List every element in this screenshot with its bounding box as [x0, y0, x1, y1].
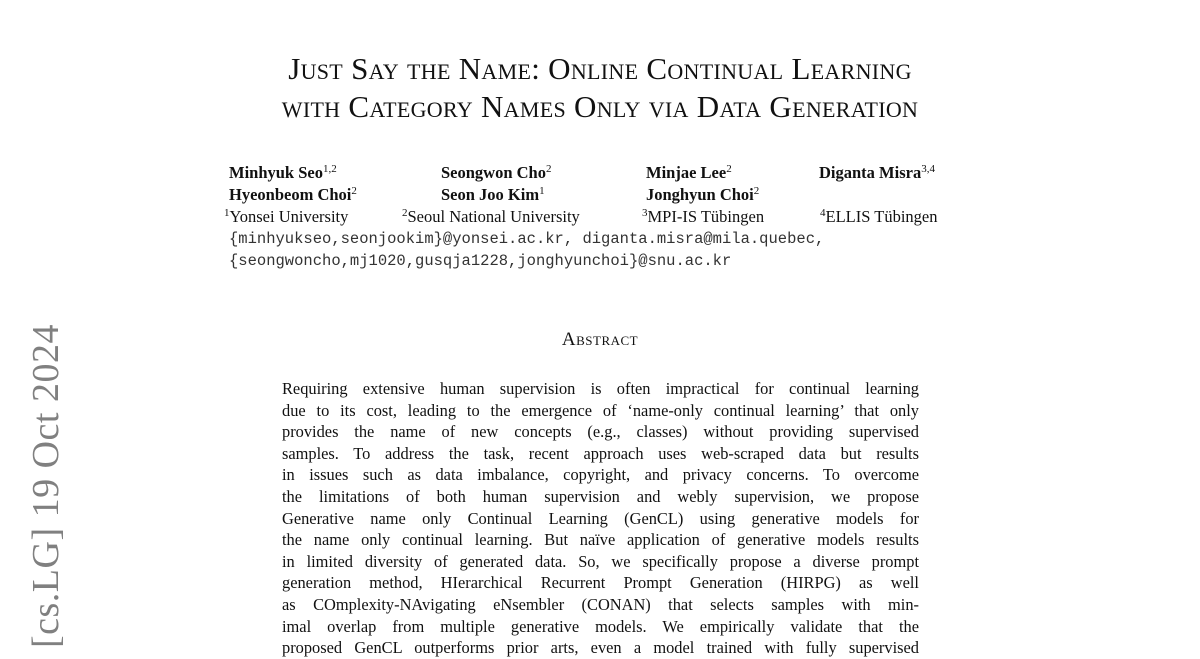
author-7: Jonghyun Choi$^2$ — [646, 185, 760, 204]
abstract-line: as COmplexity-NAvigating eNsembler (CONAN) that selects samples with min- — [282, 594, 919, 614]
affiliation-1: $^1$Yonsei University — [224, 207, 349, 226]
abstract-body — [282, 378, 919, 659]
author-5: Hyeonbeom Choi$^2$ — [229, 185, 357, 204]
paper-title-line-2: with Category Names Only via Data Generation — [281, 89, 919, 124]
abstract-heading: Abstract — [561, 329, 639, 350]
abstract-line: in limited diversity of generated data. So, we specifically propose a diverse prompt — [282, 551, 919, 571]
email-line-2: {seongwoncho,mj1020,gusqja1228,jonghyunchoi}@snu.ac.kr — [229, 252, 732, 270]
email-line-1: {minhyukseo,seonjookim}@yonsei.ac.kr, diganta.misra@mila.quebec, — [229, 230, 825, 248]
affiliation-3: $^3$MPI-IS Tübingen — [642, 207, 765, 226]
abstract-line: in issues such as data imbalance, copyright, and privacy concerns. To overcome — [282, 465, 919, 485]
abstract-line: proposed GenCL outperforms prior arts, even a model trained with fully supervised — [282, 638, 919, 658]
abstract-line: imal overlap from multiple generative models. We empirically validate that the — [282, 616, 919, 636]
abstract-line: the name only continual learning. But naïve application of generative models results — [282, 530, 919, 550]
affiliation-2: $^2$Seoul National University — [402, 207, 580, 226]
abstract-line: Requiring extensive human supervision is often impractical for continual learning — [282, 379, 919, 398]
author-3: Minjae Lee$^2$ — [646, 163, 732, 182]
author-1: Minhyuk Seo$^{1,2}$ — [229, 163, 337, 182]
arxiv-side-stamp: [cs.LG] 19 Oct 2024 — [25, 324, 67, 648]
author-4: Diganta Misra$^{3,4}$ — [819, 163, 935, 182]
abstract-line: due to its cost, leading to the emergence of ‘name-only continual learning’ that only — [282, 400, 919, 420]
affiliation-4: $^4$ELLIS Tübingen — [820, 207, 938, 226]
author-2: Seongwon Cho$^2$ — [441, 163, 552, 182]
author-6: Seon Joo Kim$^1$ — [441, 185, 545, 204]
abstract-line: provides the name of new concepts (e.g., classes) without providing supervised — [282, 422, 919, 442]
abstract-line: generation method, HIerarchical Recurrent Prompt Generation (HIRPG) as well — [282, 573, 919, 593]
abstract-line: samples. To address the task, recent approach uses web-scraped data but results — [282, 443, 919, 463]
abstract-line: Generative name only Continual Learning (GenCL) using generative models for — [282, 508, 919, 528]
abstract-line: the limitations of both human supervision and webly supervision, we propose — [282, 486, 919, 506]
paper-title-line-1: Just Say the Name: Online Continual Learning — [288, 51, 912, 86]
